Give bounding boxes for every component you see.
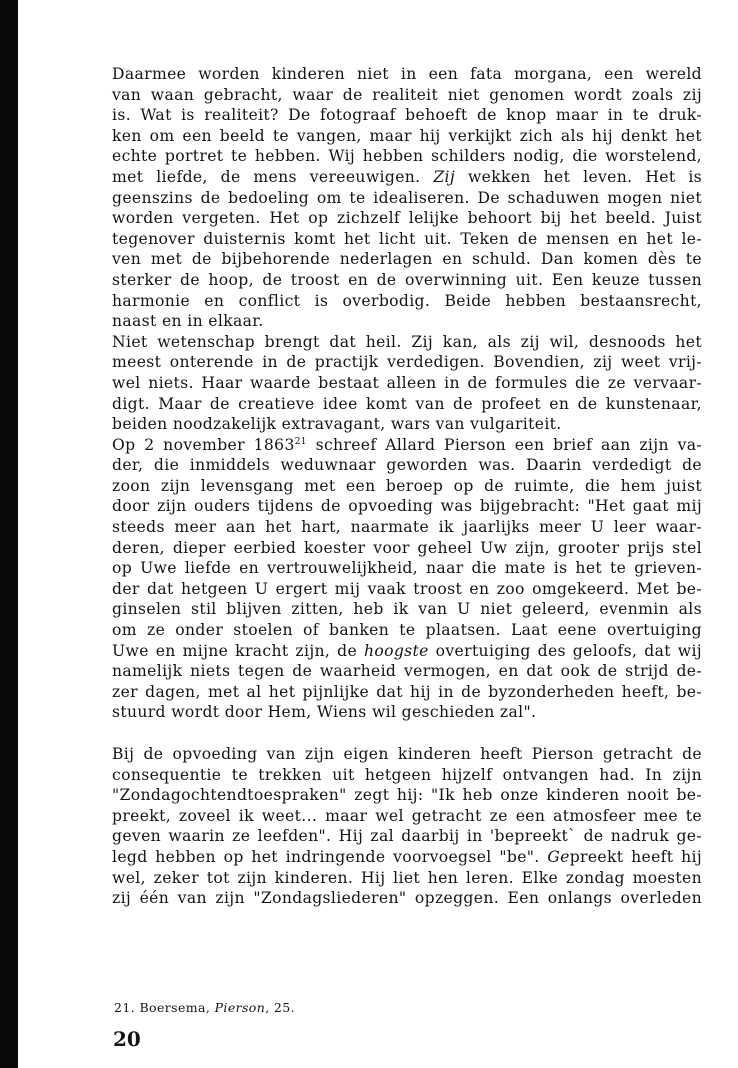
text-line: naast en in elkaar. (112, 312, 264, 331)
text-line: op Uwe liefde en vertrouwelijkheid, naar die mate is het te grieven- (112, 559, 702, 578)
text-line: tegenover duisternis komt het licht uit. Teken de mensen en het le- (112, 229, 702, 248)
text-line (112, 847, 702, 868)
paragraph-3 (112, 435, 702, 723)
text-line: om ze onder stoelen of banken te plaatsen. Laat eene overtuiging (112, 621, 702, 640)
text-line: stuurd wordt door Hem, Wiens wil geschieden zal". (112, 703, 537, 722)
footnote-page: , 25. (265, 1000, 296, 1015)
text-line: ginselen stil blijven zitten, heb ik van U niet geleerd, evenmin als (112, 600, 702, 619)
text-line: Niet wetenschap brengt dat heil. Zij kan, als zij wil, desnoods het (112, 332, 702, 351)
text-line: wel, zeker tot zijn kinderen. Hij liet hen leren. Elke zondag moesten (112, 868, 702, 887)
text-line: is. Wat is realiteit? De fotograaf behoeft de knop maar in te druk- (112, 106, 702, 125)
text-line: sterker de hoop, de troost en de overwinning uit. Een keuze tussen (112, 270, 702, 289)
text-line: der dat hetgeen U ergert mij vaak troost en zoo omgekeerd. Met be- (112, 579, 702, 598)
text-line: wel niets. Haar waarde bestaat alleen in de formules die ze vervaar- (112, 373, 702, 392)
text-line: zer dagen, met al het pijnlijke dat hij in de byzonderheden heeft, be- (112, 682, 702, 701)
text-line (112, 167, 702, 188)
text-line: worden vergeten. Het op zichzelf lelijke behoort bij het beeld. Juist (112, 209, 702, 228)
text-span: met liefde, de mens vereeuwigen. (112, 167, 421, 186)
text-line: deren, dieper eerbied koester voor geheel Uw zijn, grooter prijs stel (112, 538, 702, 557)
scan-edge-bar (0, 0, 18, 1068)
text-line: digt. Maar de creatieve idee komt van de profeet en de kunstenaar, (112, 394, 702, 413)
text-span: schreef Allard Pierson een brief aan zijn va- (306, 435, 703, 454)
text-line: namelijk niets tegen de waarheid vermogen, en dat ook de strijd de- (112, 662, 702, 681)
text-line: geven waarin ze leefden". Hij zal daarbij in 'bepreekt` de nadruk ge- (112, 827, 702, 846)
footnote-reference: 21 (294, 436, 307, 447)
paragraph-4 (112, 744, 702, 909)
text-span: Uwe en mijne kracht zijn, de (112, 641, 364, 660)
text-line: Bij de opvoeding van zijn eigen kinderen heeft Pierson getracht de (112, 745, 702, 763)
text-line: steeds meer aan het hart, naarmate ik jaarlijks meer U leer waar- (112, 518, 702, 537)
body-text (112, 64, 702, 909)
text-line: "Zondagochtendtoespraken" zegt hij: "Ik heb onze kinderen nooit be- (112, 786, 702, 805)
text-span: wekken het leven. Het is (467, 167, 703, 186)
paragraph-2 (112, 332, 702, 435)
text-line: van waan gebracht, waar de realiteit niet genomen wordt zoals zij (112, 85, 702, 104)
text-line: harmonie en conflict is overbodig. Beide hebben bestaansrecht, (112, 291, 702, 310)
text-span: overtuiging des geloofs, dat wij (428, 641, 702, 660)
text-line: door zijn ouders tijdens de opvoeding was bijgebracht: "Het gaat mij (112, 497, 702, 516)
page-number: 20 (113, 1027, 141, 1051)
text-line: ken om een beeld te vangen, maar hij verkijkt zich als hij denkt het (112, 126, 702, 145)
italic-prefix: Ge (547, 847, 570, 866)
text-span: preekt heeft hij (569, 847, 703, 866)
text-line: meest onterende in de practijk verdedigen. Bovendien, zij weet vrij- (112, 353, 702, 372)
text-line: zoon zijn levensgang met een beroep op de ruimte, die hem juist (112, 476, 702, 495)
text-line: beiden noodzakelijk extravagant, wars van vulgariteit. (112, 415, 562, 434)
text-line (112, 435, 702, 456)
footnote-text: 21. Boersema, (114, 1000, 215, 1015)
text-line: ven met de bijbehorende nederlagen en schuld. Dan komen dès te (112, 250, 702, 269)
italic-word: Zij (433, 167, 456, 186)
text-line (112, 641, 702, 662)
paragraph-gap (112, 723, 702, 744)
italic-word: hoogste (363, 641, 429, 660)
text-line: echte portret te hebben. Wij hebben schilders nodig, die worstelend, (112, 147, 702, 166)
text-span: Op 2 november 1863 (112, 435, 295, 454)
paragraph-1 (112, 64, 702, 332)
text-line: der, die inmiddels weduwnaar geworden was. Daarin verdedigt de (112, 456, 702, 475)
footnote (114, 1000, 295, 1015)
text-line: zij één van zijn "Zondagsliederen" opzeggen. Een onlangs overleden (112, 889, 702, 908)
text-line: consequentie te trekken uit hetgeen hijzelf ontvangen had. In zijn (112, 765, 702, 784)
text-line: geenszins de bedoeling om te idealiseren. De schaduwen mogen niet (112, 188, 702, 207)
text-line: preekt, zoveel ik weet... maar wel getracht ze een atmosfeer mee te (112, 806, 702, 825)
text-span: legd hebben op het indringende voorvoegsel "be". (112, 847, 540, 866)
text-line: Daarmee worden kinderen niet in een fata morgana, een wereld (112, 65, 702, 83)
footnote-title: Pierson (214, 1000, 266, 1015)
